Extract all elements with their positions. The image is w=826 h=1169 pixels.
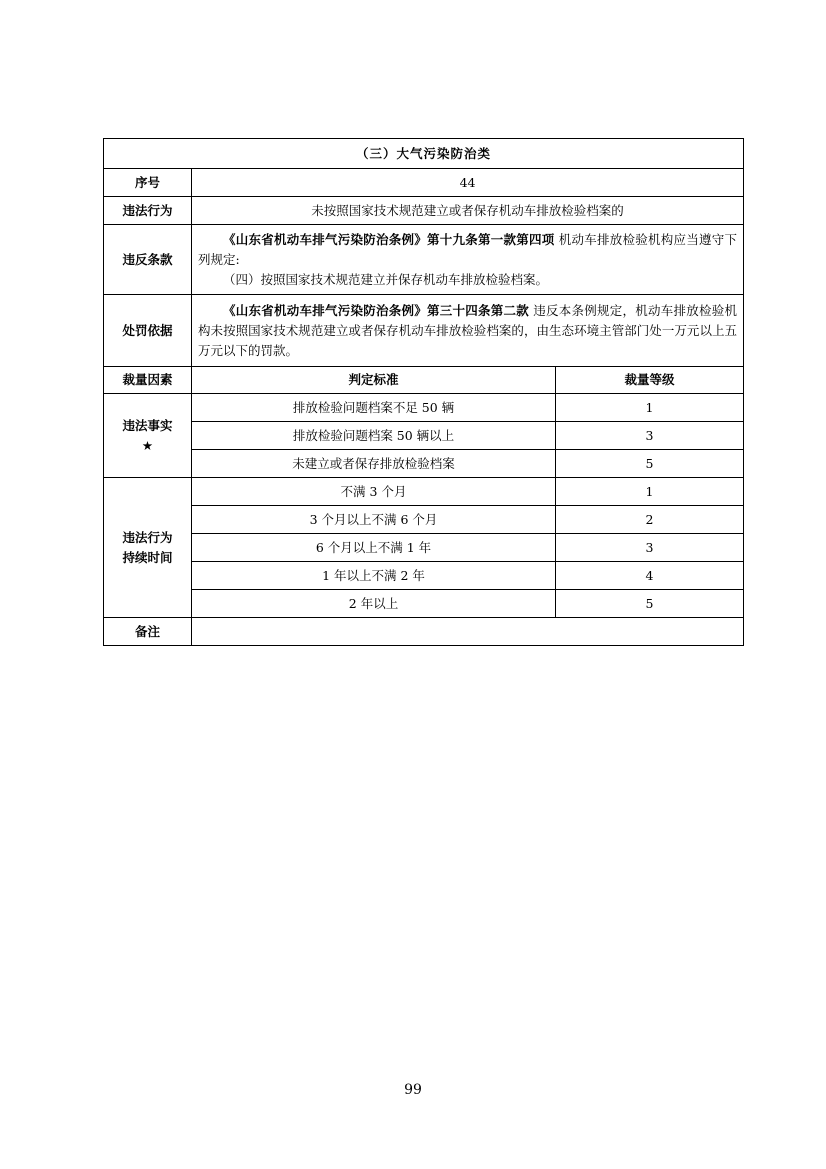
criteria-cell: 3 个月以上不满 6 个月 (192, 506, 556, 534)
clause-text: 机动车排放检验机构应当遵守下列规定: (198, 231, 738, 267)
clause-label: 违反条款 (104, 225, 192, 295)
penalty-text: 违反本条例规定，机动车排放检验机构未按照国家技术规范建立或者保存机动车排放检验档案的，由生态环境主管部门处一万元以上五万元以下的罚款。 (198, 302, 738, 358)
criteria-cell: 1 年以上不满 2 年 (192, 562, 556, 590)
criteria-cell: 2 年以上 (192, 590, 556, 618)
clause-law-reference: 《山东省机动车排气污染防治条例》第十九条第一款第四项 (223, 231, 555, 247)
penalty-content (192, 295, 744, 367)
level-cell: 1 (556, 394, 744, 422)
remarks-value (192, 618, 744, 646)
factors-label: 裁量因素 (104, 367, 192, 394)
level-cell: 4 (556, 562, 744, 590)
star-icon: ★ (141, 437, 154, 453)
clause-content (192, 225, 744, 295)
criteria-cell: 不满 3 个月 (192, 478, 556, 506)
serial-label: 序号 (104, 169, 192, 197)
discretion-table (103, 138, 744, 646)
table-row (104, 562, 744, 590)
level-header: 裁量等级 (556, 367, 744, 394)
clause-item: （四）按照国家技术规范建立并保存机动车排放检验档案。 (223, 271, 549, 287)
penalty-law-reference: 《山东省机动车排气污染防治条例》第三十四条第二款 (223, 302, 530, 318)
penalty-label: 处罚依据 (104, 295, 192, 367)
violation-label: 违法行为 (104, 197, 192, 225)
level-cell: 3 (556, 534, 744, 562)
violation-value: 未按照国家技术规范建立或者保存机动车排放检验档案的 (192, 197, 744, 225)
table-row (104, 394, 744, 422)
remarks-label: 备注 (104, 618, 192, 646)
criteria-cell: 6 个月以上不满 1 年 (192, 534, 556, 562)
table-row (104, 534, 744, 562)
table-row (104, 422, 744, 450)
table-row (104, 590, 744, 618)
level-cell: 1 (556, 478, 744, 506)
level-cell: 2 (556, 506, 744, 534)
criteria-header: 判定标准 (192, 367, 556, 394)
criteria-cell: 排放检验问题档案 50 辆以上 (192, 422, 556, 450)
level-cell: 5 (556, 450, 744, 478)
criteria-cell: 排放检验问题档案不足 50 辆 (192, 394, 556, 422)
table-row (104, 450, 744, 478)
page-number: 99 (404, 1082, 422, 1098)
level-cell: 5 (556, 590, 744, 618)
table-row (104, 478, 744, 506)
fact-group-label: 违法事实 ★ (104, 394, 192, 478)
level-cell: 3 (556, 422, 744, 450)
criteria-cell: 未建立或者保存排放检验档案 (192, 450, 556, 478)
serial-value: 44 (192, 169, 744, 197)
duration-group-label: 违法行为 持续时间 (104, 478, 192, 618)
section-title: （三）大气污染防治类 (104, 139, 744, 169)
table-row (104, 506, 744, 534)
